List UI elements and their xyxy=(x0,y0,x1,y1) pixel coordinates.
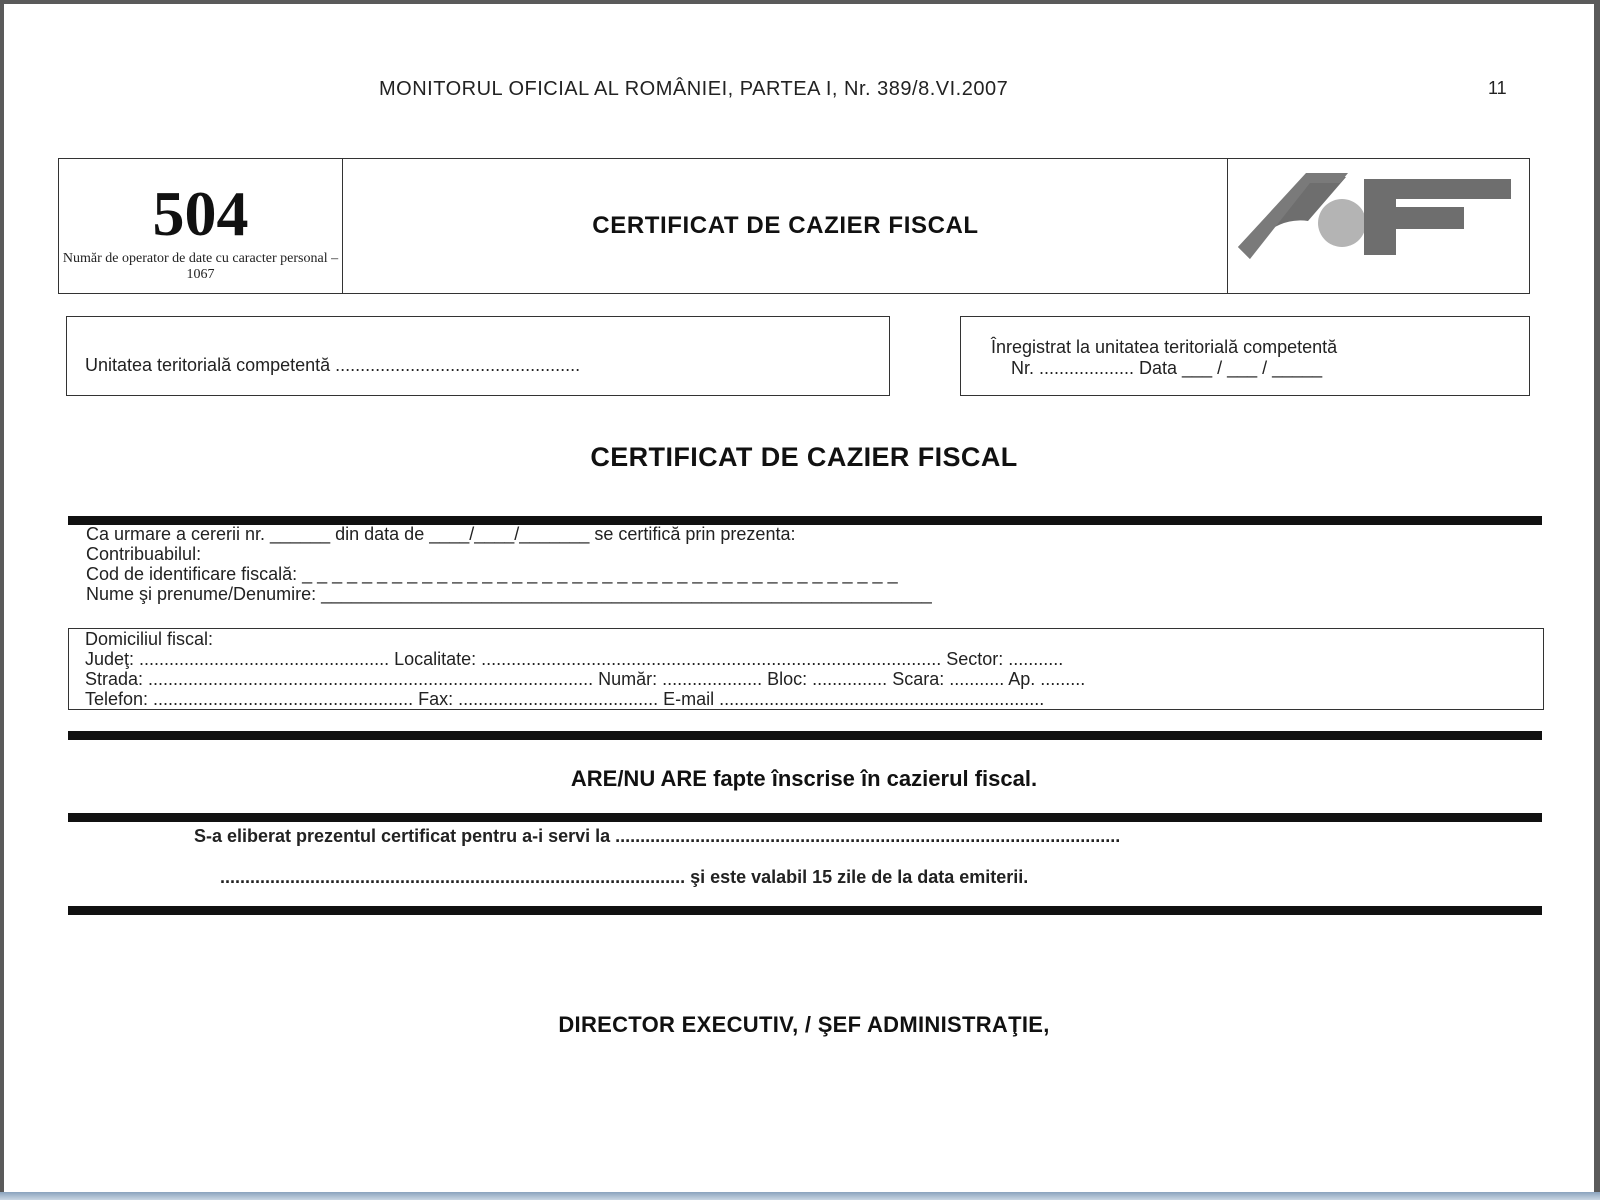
header-title: CERTIFICAT DE CAZIER FISCAL xyxy=(592,212,979,239)
divider xyxy=(68,906,1542,915)
divider xyxy=(68,731,1542,740)
nume-field[interactable]: Nume şi prenume/Denumire: _____________________________________________________________ xyxy=(86,584,932,604)
cif-field[interactable]: Cod de identificare fiscală: _ _ _ _ _ _ _ _ _ _ _ _ _ _ _ _ _ _ _ _ _ _ _ _ _ _ _ _ _ _ _ _ _ _ _ _ _ _ _ _ xyxy=(86,564,898,584)
request-line[interactable]: Ca urmare a cererii nr. ______ din data de ____/____/_______ se certifică prin prezenta: xyxy=(86,524,796,544)
registration-number-date-field[interactable]: Nr. ................... Data ___ / ___ / _____ xyxy=(1011,358,1323,378)
document-page xyxy=(4,4,1594,1192)
valabilitate-line[interactable]: ............................................................................................. şi este valabil 15 zile de la data emiterii. xyxy=(220,867,1029,887)
contribuabil-label: Contribuabilul: xyxy=(86,544,202,564)
main-title: CERTIFICAT DE CAZIER FISCAL xyxy=(590,442,1018,472)
running-head: MONITORUL OFICIAL AL ROMÂNIEI, PARTEA I, Nr. 389/8.VI.2007 xyxy=(379,78,1009,100)
form-header xyxy=(58,158,1530,294)
telefon-fax-email-field[interactable]: Telefon: .................................................... Fax: ........................................ E-mail ................................................................. xyxy=(85,689,1045,709)
judet-localitate-sector-field[interactable]: Judeţ: .................................................. Localitate: ............................................................................................ Sector: ........... xyxy=(85,649,1064,669)
eliberat-line[interactable]: S-a eliberat prezentul certificat pentru a-i servi la ..................................................................................................... xyxy=(194,826,1121,846)
registration-label: Înregistrat la unitatea teritorială competentă xyxy=(991,337,1338,357)
domiciliu-box xyxy=(68,628,1544,710)
form-number-cell xyxy=(59,159,343,293)
are-nu-are-statement: ARE/NU ARE fapte înscrise în cazierul fiscal. xyxy=(570,766,1038,791)
unitate-field[interactable]: Unitatea teritorială competentă ................................................. xyxy=(85,355,581,375)
registration-box xyxy=(960,316,1530,396)
operator-note: Număr de operator de date cu caracter personal – 1067 xyxy=(62,251,339,282)
anaf-logo-icon xyxy=(1228,159,1530,293)
bottom-strip xyxy=(0,1192,1600,1200)
signature-block: DIRECTOR EXECUTIV, / ŞEF ADMINISTRAŢIE, xyxy=(558,1012,1050,1037)
divider xyxy=(68,813,1542,822)
page-number: 11 xyxy=(1488,78,1507,98)
logo-cell xyxy=(1227,159,1530,293)
domiciliu-label: Domiciliul fiscal: xyxy=(85,629,214,649)
strada-numar-bloc-field[interactable]: Strada: ......................................................................................... Număr: .................... Bloc: ............... Scara: ........... Ap. ......... xyxy=(85,669,1086,689)
unitate-box xyxy=(66,316,890,396)
form-number: 504 xyxy=(152,178,249,249)
